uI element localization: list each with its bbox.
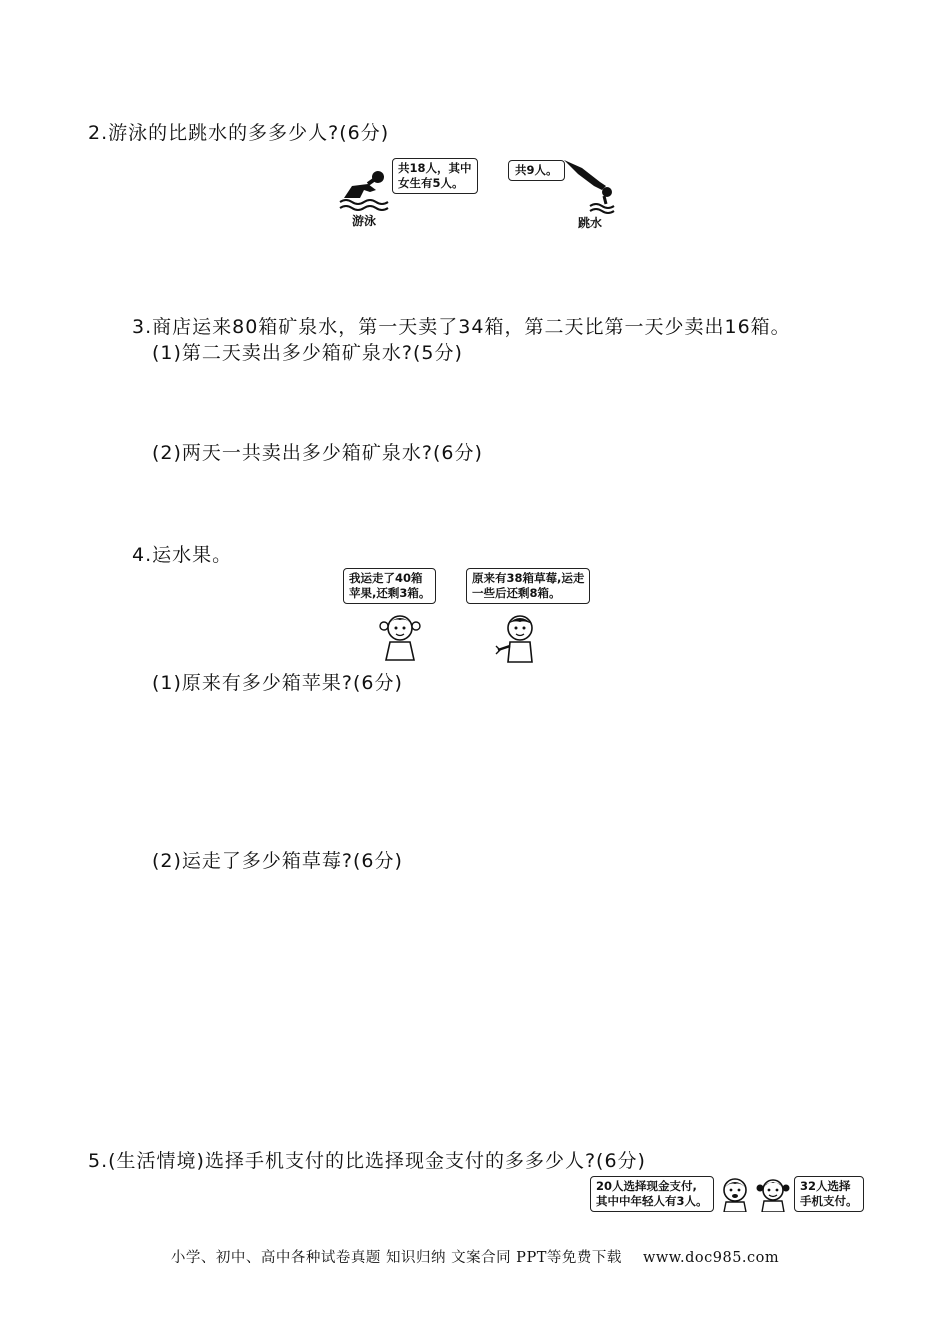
footer-text: 小学、初中、高中各种试卷真题 知识归纳 文案合同 PPT等免费下载 bbox=[170, 1250, 622, 1266]
swim-speech-bubble: 共18人，其中 女生有5人。 bbox=[392, 158, 478, 194]
page-footer bbox=[0, 1246, 950, 1267]
question-3-part-1: (1)第二天卖出多少箱矿泉水?(5分) bbox=[152, 342, 463, 364]
question-4-part-1: (1)原来有多少箱苹果?(6分) bbox=[152, 672, 403, 694]
swim-label: 游泳 bbox=[352, 214, 377, 228]
question-5: 5.(生活情境)选择手机支付的比选择现金支付的多多少人?(6分) bbox=[88, 1150, 646, 1172]
boy-speech-bubble: 原来有38箱草莓,运走 一些后还剩8箱。 bbox=[466, 568, 590, 604]
phone-speech-bubble: 32人选择 手机支付。 bbox=[794, 1176, 864, 1212]
cash-speech-bubble: 20人选择现金支付, 其中中年轻人有3人。 bbox=[590, 1176, 714, 1212]
boy-icon bbox=[494, 612, 542, 664]
girl-icon bbox=[756, 1176, 790, 1212]
question-2: 2.游泳的比跳水的多多少人?(6分) bbox=[88, 122, 390, 144]
question-4-part-2: (2)运走了多少箱草莓?(6分) bbox=[152, 850, 403, 872]
question-4: 4.运水果。 bbox=[132, 544, 233, 566]
girl-speech-bubble: 我运走了40箱 苹果,还剩3箱。 bbox=[343, 568, 436, 604]
footer-url[interactable]: www.doc985.com bbox=[642, 1250, 780, 1266]
boy-icon bbox=[718, 1176, 752, 1212]
swimmer-icon bbox=[338, 168, 390, 212]
question-3: 3.商店运来80箱矿泉水，第一天卖了34箱，第二天比第一天少卖出16箱。 bbox=[132, 316, 791, 338]
diver-icon bbox=[560, 156, 616, 216]
girl-icon bbox=[378, 612, 422, 662]
dive-speech-bubble: 共9人。 bbox=[508, 160, 565, 181]
dive-label: 跳水 bbox=[578, 216, 603, 230]
question-3-part-2: (2)两天一共卖出多少箱矿泉水?(6分) bbox=[152, 442, 483, 464]
